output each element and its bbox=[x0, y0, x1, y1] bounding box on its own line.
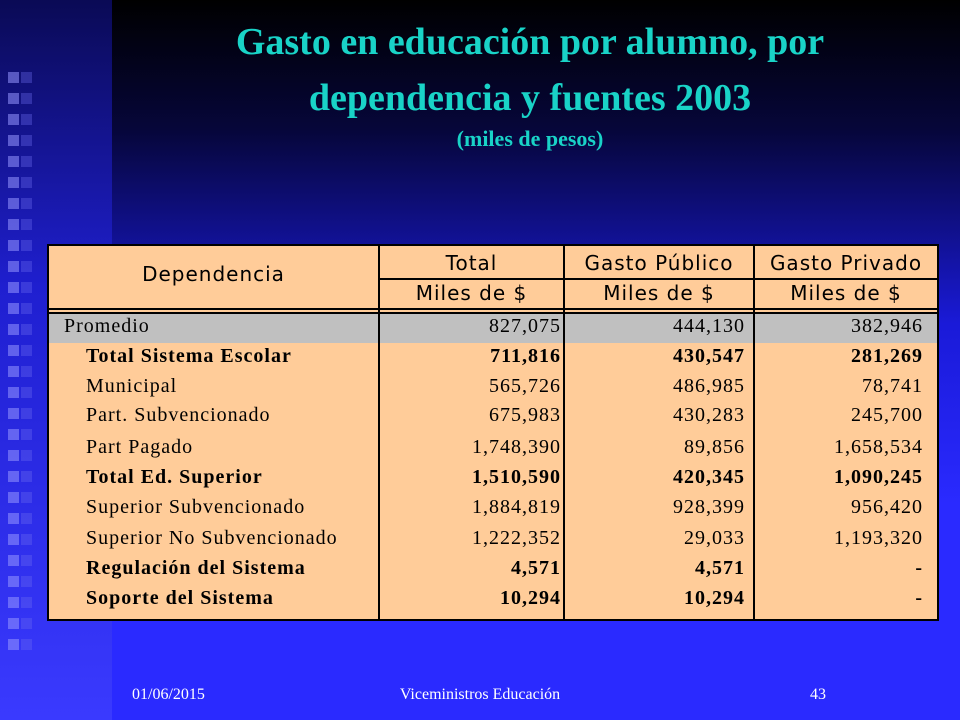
decorative-square bbox=[8, 429, 19, 440]
cell-publico: 486,985 bbox=[673, 375, 745, 397]
cell-privado: 1,193,320 bbox=[834, 527, 923, 549]
table-row bbox=[49, 436, 937, 465]
table-row bbox=[49, 345, 937, 374]
cell-privado: 281,269 bbox=[851, 345, 923, 367]
cell-publico: 29,033 bbox=[684, 527, 745, 549]
decorative-square bbox=[8, 303, 19, 314]
row-label: Promedio bbox=[64, 315, 150, 337]
subtitle: (miles de pesos) bbox=[456, 126, 604, 151]
cell-total: 1,884,819 bbox=[472, 496, 561, 518]
header-unit-total: Miles de $ bbox=[415, 281, 528, 305]
decorative-square bbox=[8, 618, 19, 629]
decorative-squares bbox=[8, 72, 26, 660]
table-row bbox=[49, 404, 937, 433]
header-total: Total bbox=[445, 251, 498, 275]
cell-publico: 444,130 bbox=[673, 315, 745, 337]
cell-publico: 928,399 bbox=[673, 496, 745, 518]
cell-privado: 382,946 bbox=[851, 315, 923, 337]
decorative-square bbox=[8, 156, 19, 167]
decorative-square bbox=[8, 93, 19, 104]
cell-total: 711,816 bbox=[490, 345, 561, 367]
decorative-square bbox=[8, 240, 19, 251]
row-label: Soporte del Sistema bbox=[86, 587, 274, 609]
decorative-square bbox=[8, 114, 19, 125]
decorative-square bbox=[8, 261, 19, 272]
cell-publico: 4,571 bbox=[695, 557, 745, 579]
decorative-square bbox=[8, 513, 19, 524]
decorative-square bbox=[8, 576, 19, 587]
footer-date: 01/06/2015 bbox=[132, 686, 205, 703]
row-label: Municipal bbox=[86, 375, 178, 397]
title-line-2: dependencia y fuentes 2003 bbox=[308, 77, 752, 119]
decorative-square bbox=[8, 72, 19, 83]
table-row bbox=[49, 496, 937, 525]
header-gasto-privado: Gasto Privado bbox=[769, 251, 923, 275]
footer-page-number: 43 bbox=[810, 686, 826, 703]
table-row bbox=[49, 466, 937, 495]
cell-total: 10,294 bbox=[500, 587, 561, 609]
cell-privado: 1,658,534 bbox=[834, 436, 923, 458]
slide-title bbox=[130, 14, 930, 154]
decorative-square bbox=[8, 387, 19, 398]
row-label: Superior No Subvencionado bbox=[86, 527, 338, 549]
decorative-square bbox=[8, 492, 19, 503]
decorative-square bbox=[8, 135, 19, 146]
decorative-square bbox=[8, 345, 19, 356]
cell-privado: - bbox=[915, 587, 923, 609]
decorative-square bbox=[8, 366, 19, 377]
row-label: Total Ed. Superior bbox=[86, 466, 263, 488]
decorative-square bbox=[8, 471, 19, 482]
decorative-square bbox=[8, 450, 19, 461]
cell-total: 1,510,590 bbox=[472, 466, 561, 488]
decorative-square bbox=[8, 534, 19, 545]
row-label: Total Sistema Escolar bbox=[86, 345, 292, 367]
header-dependencia: Dependencia bbox=[142, 262, 285, 286]
table-row bbox=[49, 527, 937, 556]
cell-publico: 430,283 bbox=[673, 404, 745, 426]
footer-center-text: Viceministros Educación bbox=[399, 686, 561, 703]
decorative-square bbox=[8, 555, 19, 566]
cell-total: 675,983 bbox=[489, 404, 561, 426]
table-row bbox=[49, 557, 937, 586]
cell-publico: 420,345 bbox=[673, 466, 745, 488]
header-unit-publico: Miles de $ bbox=[603, 281, 715, 305]
table-row bbox=[49, 375, 937, 404]
decorative-square bbox=[8, 198, 19, 209]
cell-total: 1,222,352 bbox=[472, 527, 561, 549]
row-label: Regulación del Sistema bbox=[86, 557, 306, 579]
data-table bbox=[47, 244, 939, 621]
header-bottom-border bbox=[49, 308, 937, 310]
decorative-square bbox=[8, 597, 19, 608]
cell-publico: 89,856 bbox=[684, 436, 745, 458]
decorative-square bbox=[8, 177, 19, 188]
row-label: Part Pagado bbox=[86, 436, 194, 458]
cell-privado: 78,741 bbox=[862, 375, 923, 397]
decorative-square bbox=[8, 282, 19, 293]
cell-privado: 245,700 bbox=[851, 404, 923, 426]
header-bottom-border-2 bbox=[49, 312, 937, 314]
cell-total: 565,726 bbox=[489, 375, 561, 397]
decorative-square bbox=[8, 408, 19, 419]
decorative-square bbox=[8, 219, 19, 230]
row-label: Superior Subvencionado bbox=[86, 496, 306, 518]
cell-total: 827,075 bbox=[489, 315, 561, 337]
table-row bbox=[49, 587, 937, 616]
row-label: Part. Subvencionado bbox=[86, 404, 271, 426]
table-row bbox=[49, 315, 937, 344]
cell-total: 1,748,390 bbox=[472, 436, 561, 458]
cell-publico: 430,547 bbox=[673, 345, 745, 367]
header-unit-privado: Miles de $ bbox=[790, 281, 902, 305]
cell-privado: 956,420 bbox=[851, 496, 923, 518]
cell-privado: 1,090,245 bbox=[834, 466, 923, 488]
header-gasto-publico: Gasto Público bbox=[584, 251, 734, 275]
decorative-square bbox=[8, 324, 19, 335]
decorative-square bbox=[8, 639, 19, 650]
header-divider bbox=[380, 278, 937, 280]
cell-privado: - bbox=[915, 557, 923, 579]
cell-total: 4,571 bbox=[511, 557, 561, 579]
title-line-1: Gasto en educación por alumno, por bbox=[235, 21, 825, 63]
cell-publico: 10,294 bbox=[684, 587, 745, 609]
